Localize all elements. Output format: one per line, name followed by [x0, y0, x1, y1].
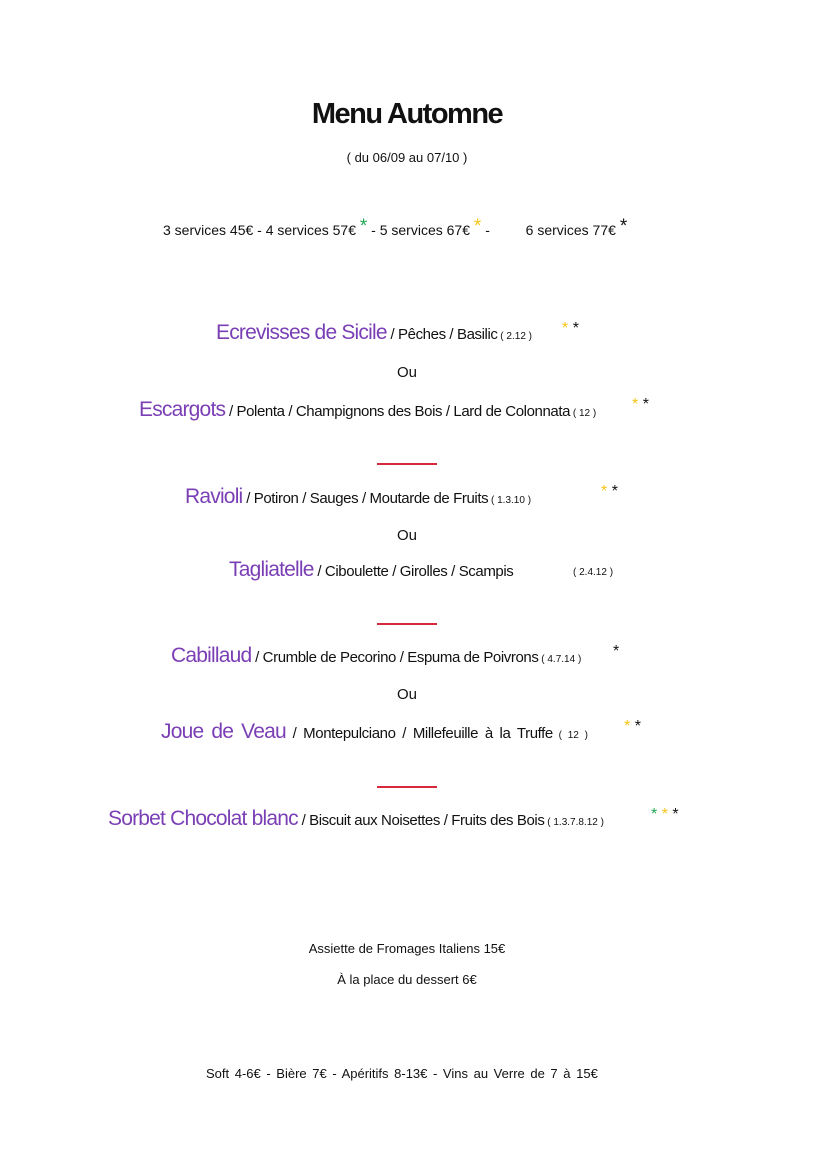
black-star-icon: * [634, 718, 641, 735]
dish-description: / Crumble de Pecorino / Espuma de Poivrons [251, 649, 539, 666]
dish-name: Escargots [139, 398, 226, 421]
dish-joue-de-veau [161, 720, 588, 744]
course-separator [377, 786, 437, 788]
yellow-star-icon: * [601, 483, 608, 500]
dish-name: Ecrevisses de Sicile [216, 321, 387, 344]
dish-ecrevisses [216, 321, 532, 345]
price-3-4-services: 3 services 45€ - 4 services 57€ [163, 222, 356, 238]
menu-dates: ( du 06/09 au 07/10 ) [346, 150, 468, 165]
price-6-services: 6 services 77€ [525, 222, 616, 238]
price-dash: - [485, 222, 490, 238]
dish-ravioli [185, 485, 531, 509]
black-star-icon: * [572, 320, 579, 337]
dish-name: Cabillaud [171, 644, 252, 667]
dish-marks [601, 483, 618, 501]
course-separator [377, 463, 437, 465]
dish-escargots [139, 398, 596, 422]
dish-marks [632, 396, 649, 414]
yellow-star-icon: * [624, 718, 631, 735]
dish-allergens: ( 2.12 ) [497, 331, 532, 342]
course-separator [377, 623, 437, 625]
or-label: Ou [396, 686, 417, 703]
dish-name: Joue de Veau [161, 720, 286, 743]
dish-allergens: ( 12 ) [570, 408, 597, 419]
dish-marks [613, 643, 619, 661]
dish-allergens: ( 12 ) [552, 730, 588, 741]
dish-name: Tagliatelle [229, 558, 314, 581]
drinks-line: Soft 4-6€ - Bière 7€ - Apéritifs 8-13€ - Vins au Verre de 7 à 15€ [206, 1066, 598, 1081]
dish-allergens: ( 1.3.7.8.12 ) [544, 817, 604, 828]
yellow-star-icon: * [661, 806, 668, 823]
green-star-icon: * [359, 216, 368, 237]
green-star-icon: * [651, 806, 658, 823]
black-star-icon: * [642, 396, 649, 413]
menu-title: Menu Automne [311, 98, 503, 130]
price-5-services: - 5 services 67€ [371, 222, 470, 238]
or-label: Ou [396, 364, 417, 381]
dish-allergens: ( 1.3.10 ) [488, 495, 532, 506]
black-star-icon: * [611, 483, 618, 500]
dish-marks [651, 806, 679, 824]
dish-description: / Pêches / Basilic [386, 326, 498, 343]
dish-description: / Biscuit aux Noisettes / Fruits des Bois [297, 812, 545, 829]
dish-sorbet [108, 807, 604, 831]
cheese-note: À la place du dessert 6€ [337, 972, 477, 987]
black-star-icon: * [613, 643, 620, 660]
cheese-plate: Assiette de Fromages Italiens 15€ [308, 941, 506, 956]
or-label: Ou [396, 527, 417, 544]
dish-name: Sorbet Chocolat blanc [108, 807, 298, 830]
dish-allergens: ( 2.4.12 ) [573, 567, 614, 578]
yellow-star-icon: * [562, 320, 569, 337]
dish-tagliatelle [229, 558, 513, 582]
dish-marks [562, 320, 579, 338]
dish-allergens: ( 4.7.14 ) [538, 654, 582, 665]
dish-cabillaud [171, 644, 581, 668]
black-star-icon: * [619, 216, 628, 237]
yellow-star-icon: * [632, 396, 639, 413]
pricing-line [163, 216, 627, 238]
dish-description: / Montepulciano / Millefeuille à la Truffe [285, 725, 553, 742]
dish-marks [624, 718, 641, 736]
dish-name: Ravioli [185, 485, 243, 508]
yellow-star-icon: * [473, 216, 482, 237]
black-star-icon: * [672, 806, 679, 823]
dish-description: / Potiron / Sauges / Moutarde de Fruits [242, 490, 489, 507]
dish-description: / Polenta / Champignons des Bois / Lard de Colonnata [225, 403, 571, 420]
dish-description: / Ciboulette / Girolles / Scampis [313, 563, 514, 580]
